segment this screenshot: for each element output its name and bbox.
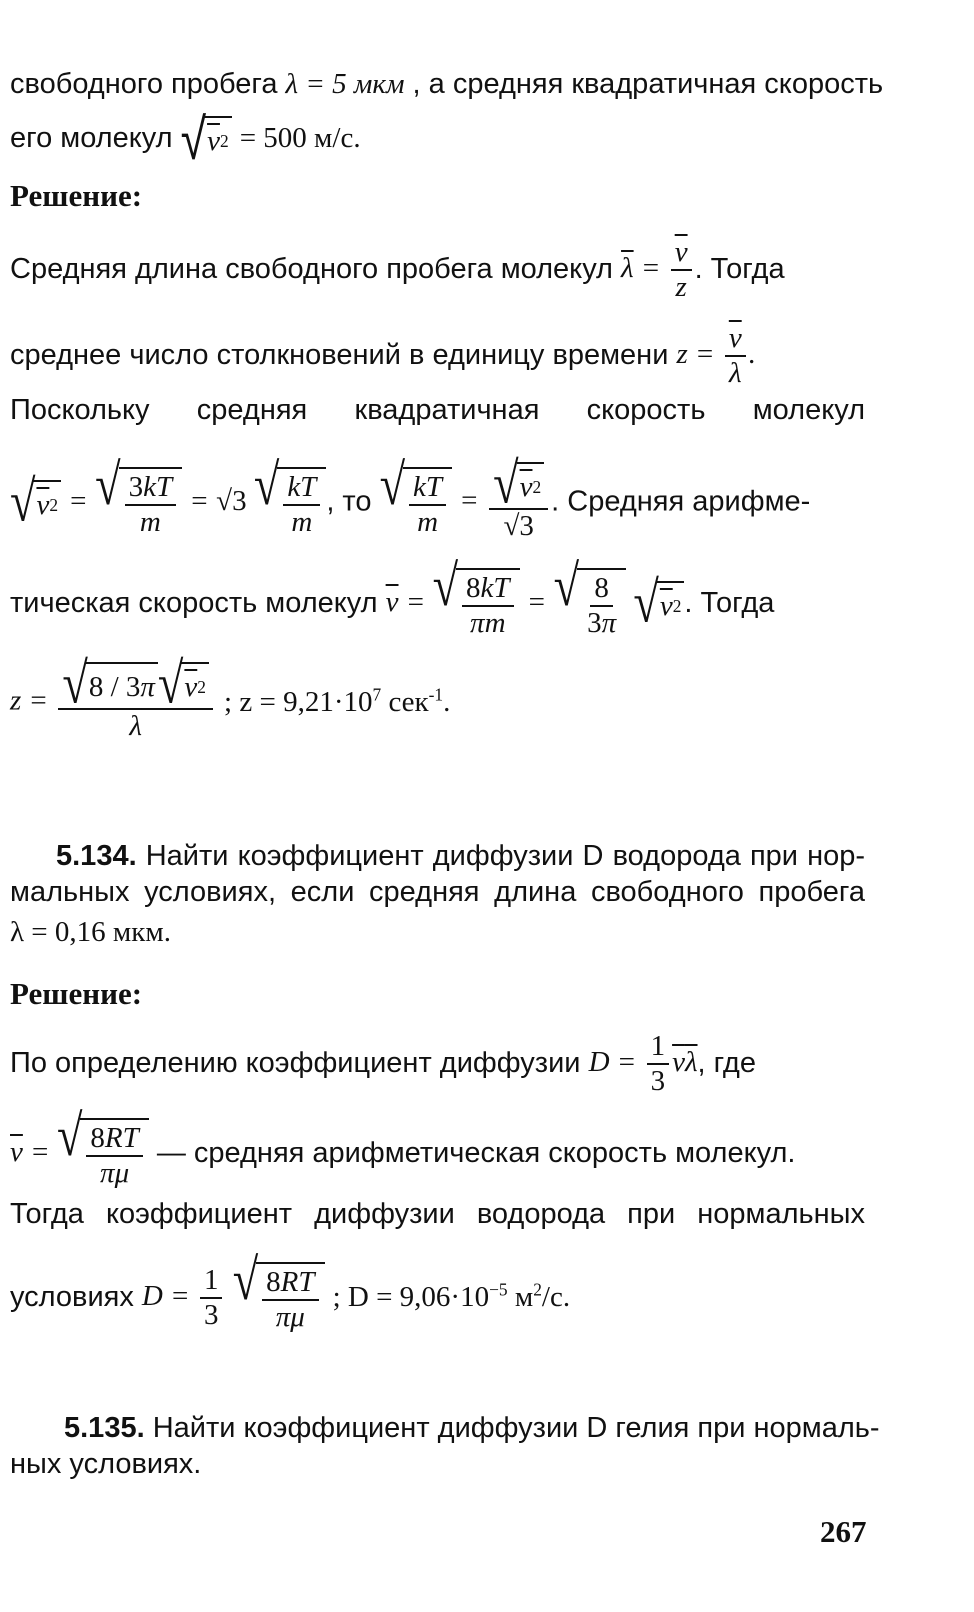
text-span: среднее число столкновений в единицу времени <box>10 339 669 371</box>
solution1-line-5 <box>10 555 865 641</box>
text-span: м <box>507 1281 534 1313</box>
mean-speed-rt-formula: $\overline{v}$ = √ $\frac{8RT}{\pi\mu}$ <box>10 1118 149 1191</box>
solution1-line-2 <box>10 322 865 391</box>
problem-134-line-2: мальных условиях, если средняя длина свободного пробега <box>10 876 865 908</box>
collision-frequency-formula: z = $\frac{\overline{v}}{\lambda}$ . <box>676 322 756 390</box>
text-span: −5 <box>489 1279 508 1300</box>
text-span: ; D = 9,06·10 <box>332 1281 490 1313</box>
text-span: его молекул <box>10 121 173 154</box>
solution2-line-1 <box>10 1030 865 1099</box>
text-span: , то <box>326 485 372 518</box>
text-span: . Средняя арифме- <box>551 485 811 518</box>
problem-134-line-1 <box>56 838 865 874</box>
text-span: -1 <box>428 683 444 704</box>
solution1-line-6 <box>10 652 865 744</box>
text-span: 7 <box>372 683 382 704</box>
diffusion-final-formula: D = $\frac{1}{3}$ √ $\frac{8RT}{\pi\mu}$ <box>142 1262 325 1335</box>
solution2-line-3: Тогда коэффициент диффузии водорода при нормальных <box>10 1198 865 1230</box>
mean-free-path-formula: $\overline{\lambda}$ = $\frac{\overline{v}}{z}$ <box>621 236 695 305</box>
text-span: . <box>443 685 451 718</box>
text-span: . Тогда <box>684 587 775 619</box>
text-span: . Тогда <box>694 253 785 285</box>
solution2-line-4 <box>10 1249 865 1335</box>
solution1-line-1 <box>10 236 865 305</box>
text-span: , где <box>697 1047 756 1079</box>
text-span: = 500 м/с. <box>239 121 361 154</box>
solution1-line-4 <box>10 452 865 544</box>
prev-problem-line-1 <box>10 66 884 102</box>
solution1-line-3: Поскольку средняя квадратичная скорость молекул <box>10 394 865 426</box>
z-final-formula: z = √ 8 / 3 π √ v 2 λ <box>10 662 216 744</box>
text-span: /с. <box>541 1281 571 1313</box>
diffusion-coefficient-formula: D = $\frac{1}{3}$ $\overline{v}\overline{\lambda}$ <box>588 1030 698 1098</box>
kt-over-m-formula: √ $\frac{kT}{m}$ = √ v 2 √3 <box>380 462 552 544</box>
text-span: ; z = 9,21·10 <box>224 685 373 718</box>
text-span: — средняя арифметическая скорость молекул. <box>156 1137 796 1169</box>
problem-135-line-2: ных условиях. <box>10 1448 202 1480</box>
text-span: 2 <box>533 1279 542 1300</box>
text-span: свободного пробега <box>10 68 278 100</box>
z-result <box>224 683 451 718</box>
text-span: Найти коэффициент диффузии D водорода при нор- <box>145 840 865 872</box>
problem-134-line-3: λ = 0,16 мкм. <box>10 916 171 948</box>
d-result <box>333 1281 571 1313</box>
rms-speed-derivation: √ v 2 = √ $\frac{3kT}{m}$ = √3 √ $\frac{kT}{m}$ <box>10 467 326 540</box>
text-span: По определению коэффициент диффузии <box>10 1047 581 1079</box>
text-span: условиях <box>10 1281 134 1313</box>
problem-number: 5.134. <box>56 840 137 872</box>
page-number: 267 <box>820 1514 867 1549</box>
text-span: тическая скорость молекул <box>10 587 378 619</box>
text-span: , а средняя квадратичная скорость <box>412 68 884 100</box>
text-span: сек <box>381 685 429 718</box>
solution-heading-1: Решение: <box>10 178 143 213</box>
text-span: Найти коэффициент диффузии D гелия при нормаль- <box>152 1412 880 1444</box>
solution-heading-2: Решение: <box>10 976 143 1011</box>
problem-135-line-1 <box>64 1410 880 1446</box>
solution2-line-2 <box>10 1105 865 1191</box>
mean-speed-formula: $\overline{v}$ = √ $\frac{8kT}{\pi m}$ = √ $\frac{8}{3\pi}$ √ v 2 <box>386 568 685 641</box>
text-span: Средняя длина свободного пробега молекул <box>10 253 613 285</box>
lambda-formula: λ = 5 мкм <box>285 68 405 100</box>
rms-speed-formula: √ v 2 <box>181 116 232 162</box>
prev-problem-line-2 <box>10 106 865 172</box>
problem-number: 5.135. <box>64 1412 145 1444</box>
